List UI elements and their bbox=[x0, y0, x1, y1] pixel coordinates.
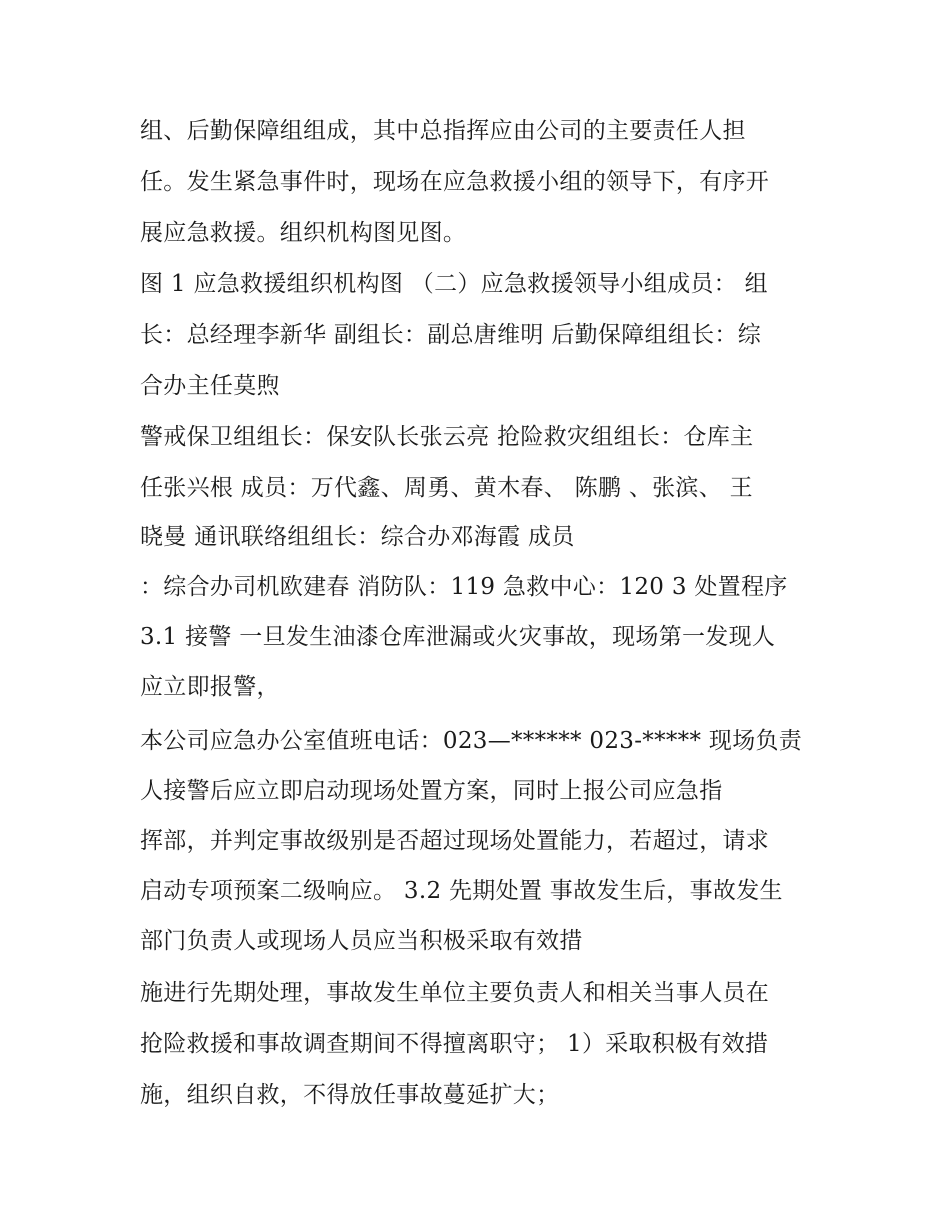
text-line: 长：总经理李新华 副组长：副总唐维明 后勤保障组组长：综 bbox=[140, 322, 762, 348]
text-line: 启动专项预案二级响应。 3.2 先期处置 事故发生后，事故发生 bbox=[140, 878, 783, 904]
text-line: 部门负责人或现场人员应当积极采取有效措 bbox=[140, 928, 583, 954]
text-line: 施，组织自救，不得放任事故蔓延扩大； bbox=[140, 1082, 560, 1108]
text-line: ：综合办司机欧建春 消防队：119 急救中心：120 3 处置程序 bbox=[140, 574, 788, 600]
text-line: 任张兴根 成员：万代鑫、周勇、黄木春、 陈鹏 、张滨、 王 bbox=[140, 475, 753, 501]
text-line: 合办主任莫煦 bbox=[140, 373, 280, 399]
text-line: 人接警后应立即启动现场处置方案，同时上报公司应急指 bbox=[140, 778, 723, 804]
text-line: 挥部，并判定事故级别是否超过现场处置能力，若超过，请求 bbox=[140, 828, 770, 854]
text-line: 晓曼 通讯联络组组长：综合办邓海霞 成员 bbox=[140, 524, 575, 550]
text-line: 展应急救援。组织机构图见图。 bbox=[140, 220, 467, 246]
text-line: 抢险救援和事故调查期间不得擅离职守； 1）采取积极有效措 bbox=[140, 1031, 769, 1057]
text-line: 应立即报警， bbox=[140, 674, 280, 700]
text-line: 警戒保卫组组长：保安队长张云亮 抢险救灾组组长：仓库主 bbox=[140, 424, 754, 450]
text-line: 任。发生紧急事件时，现场在应急救援小组的领导下，有序开 bbox=[140, 169, 770, 195]
text-line: 组、后勤保障组组成，其中总指挥应由公司的主要责任人担 bbox=[140, 118, 746, 144]
text-line: 图 1 应急救援组织机构图 （二）应急救援领导小组成员： 组 bbox=[140, 271, 768, 297]
text-line: 3.1 接警 一旦发生油漆仓库泄漏或火灾事故，现场第一发现人 bbox=[140, 624, 776, 650]
text-line: 施进行先期处理，事故发生单位主要负责人和相关当事人员在 bbox=[140, 980, 770, 1006]
text-line: 本公司应急办公室值班电话：023—****** 023-***** 现场负责 bbox=[140, 728, 803, 754]
